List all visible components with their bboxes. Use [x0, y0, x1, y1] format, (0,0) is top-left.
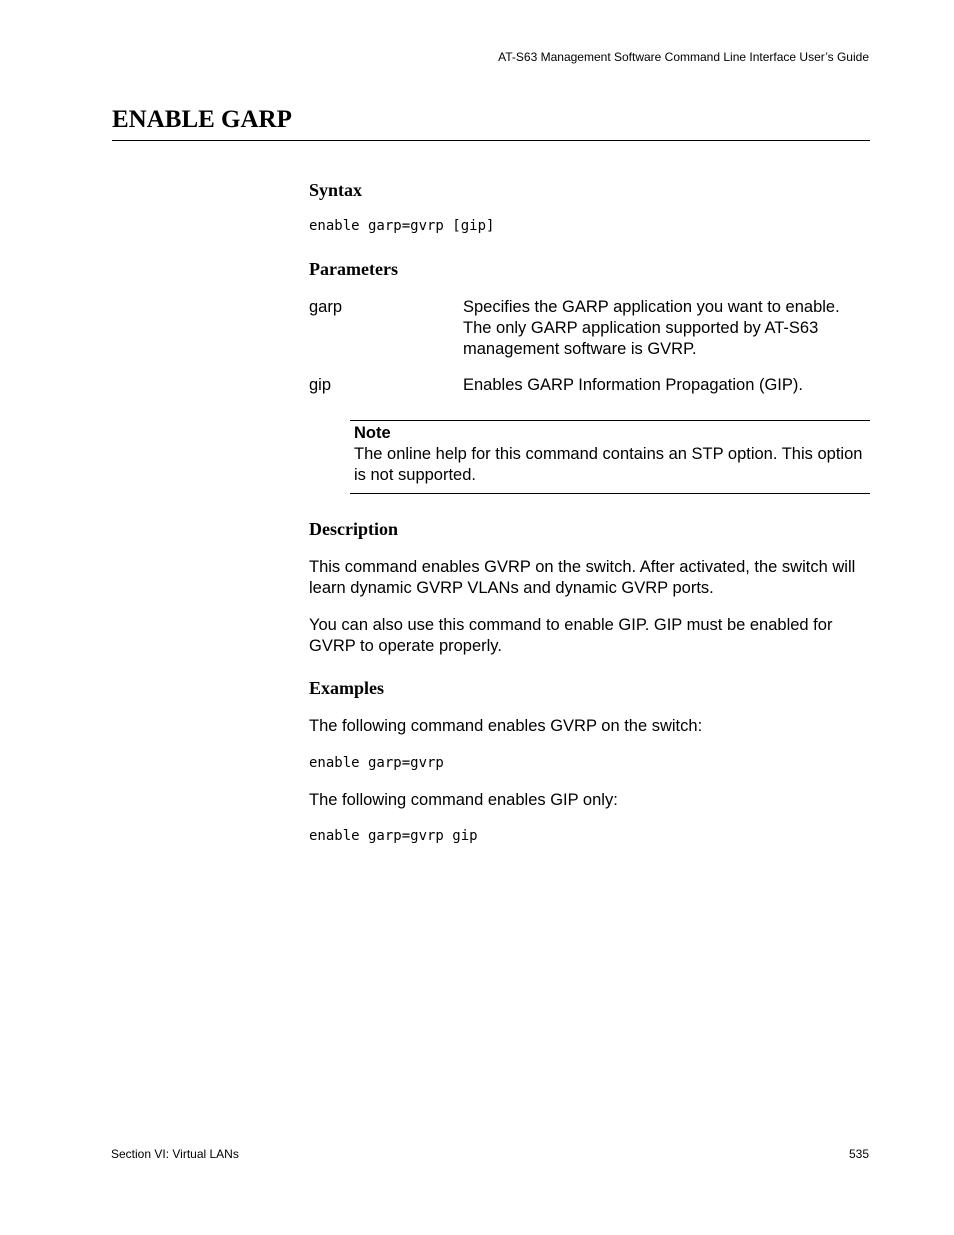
description-paragraph: You can also use this command to enable GIP. GIP must be enabled for GVRP to operate properly. — [309, 616, 833, 655]
syntax-heading: Syntax — [309, 180, 363, 200]
param-name-gip: gip — [309, 376, 332, 394]
footer-section: Section VI: Virtual LANs — [111, 1147, 239, 1161]
parameters-heading: Parameters — [309, 259, 398, 279]
description-heading: Description — [309, 519, 398, 539]
title-divider — [112, 140, 870, 141]
page-title: ENABLE GARP — [112, 106, 292, 133]
param-desc-gip: Enables GARP Information Propagation (GIP). — [463, 376, 803, 394]
examples-heading: Examples — [309, 678, 385, 698]
note-text: The online help for this command contains an STP option. This option is not supported. — [354, 445, 863, 484]
example-intro: The following command enables GIP only: — [309, 791, 618, 809]
footer-page-number: 535 — [848, 1147, 869, 1161]
description-paragraph: This command enables GVRP on the switch. After activated, the switch will learn dynamic GVRP VLANs and dynamic GVRP ports. — [309, 558, 856, 597]
syntax-command: enable garp=gvrp [gip] — [309, 218, 495, 234]
example-command: enable garp=gvrp gip — [309, 828, 478, 844]
param-desc-garp: Specifies the GARP application you want to enable. The only GARP application supported by AT-S63 management software is GVRP. — [463, 298, 840, 358]
example-command: enable garp=gvrp — [309, 755, 444, 771]
example-intro: The following command enables GVRP on the switch: — [309, 717, 703, 735]
note-label: Note — [354, 424, 391, 442]
param-name-garp: garp — [309, 298, 343, 316]
running-header: AT-S63 Management Software Command Line Interface User’s Guide — [498, 50, 869, 64]
